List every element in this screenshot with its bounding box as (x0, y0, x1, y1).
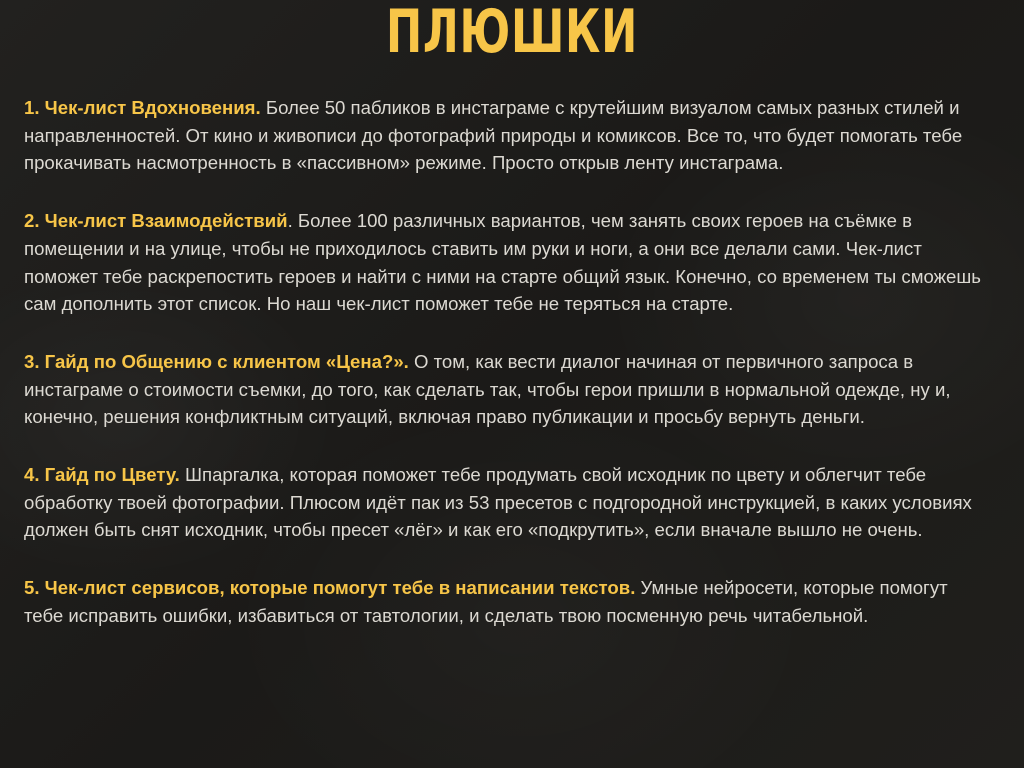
list-item-inspiration-checklist (24, 94, 990, 177)
item-title: 4. Гайд по Цвету. (24, 464, 180, 486)
item-description: Шпаргалка, которая поможет тебе продумать свой исходник по цвету и облегчит тебе обработку твоей фотографии. Плюсом идёт пак из 53 пресетов с подгородной инструкцией, в каких условиях должен быть снят исходник, чтобы пресет «лёг» и как его «подкрутить», если вначале вышло не очень. (24, 464, 972, 541)
item-description: . Более 100 различных вариантов, чем занять своих героев на съёмке в помещении и на улице, чтобы не приходилось ставить им руки и ноги, а они все делали сами. Чек-лист поможет тебе раскрепостить героев и найти с ними на старте общий язык. Конечно, со временем ты сможешь сам дополнить этот список. Но наш чек-лист поможет тебе не теряться на старте. (24, 210, 981, 315)
item-description: О том, как вести диалог начиная от первичного запроса в инстаграме о стоимости съемки, до того, как сделать так, чтобы герои пришли в нормальной одежде, ну и, конечно, решения конфликтным ситуаций, включая право публикации и просьбу вернуть деньги. (24, 350, 951, 428)
item-title: 1. Чек-лист Вдохновения. (24, 97, 261, 118)
item-title: 2. Чек-лист Взаимодействий (24, 210, 288, 232)
item-description: Более 50 пабликов в инстаграме с крутейшим визуалом самых разных стилей и направленностей. От кино и живописи до фотографий природы и комиксов. Все то, что будет помогать тебе прокачивать насмотренность в «пассивном» режиме. Просто открыв ленту инстаграма. (24, 97, 963, 174)
list-item-interactions-checklist (24, 207, 990, 318)
page-title: ПЛЮШКИ (386, 0, 638, 67)
item-description: Умные нейросети, которые помогут тебе исправить ошибки, избавиться от тавтологии, и сделать твою посменную речь читабельной. (24, 577, 948, 626)
list-item-client-communication-guide (24, 348, 990, 431)
list-item-color-guide (24, 461, 990, 544)
item-title: 5. Чек-лист сервисов, которые помогут тебе в написании текстов. (24, 577, 636, 599)
bonus-list (24, 94, 990, 660)
item-title: 3. Гайд по Общению с клиентом «Цена?». (24, 350, 409, 372)
list-item-writing-services-checklist (24, 574, 990, 629)
